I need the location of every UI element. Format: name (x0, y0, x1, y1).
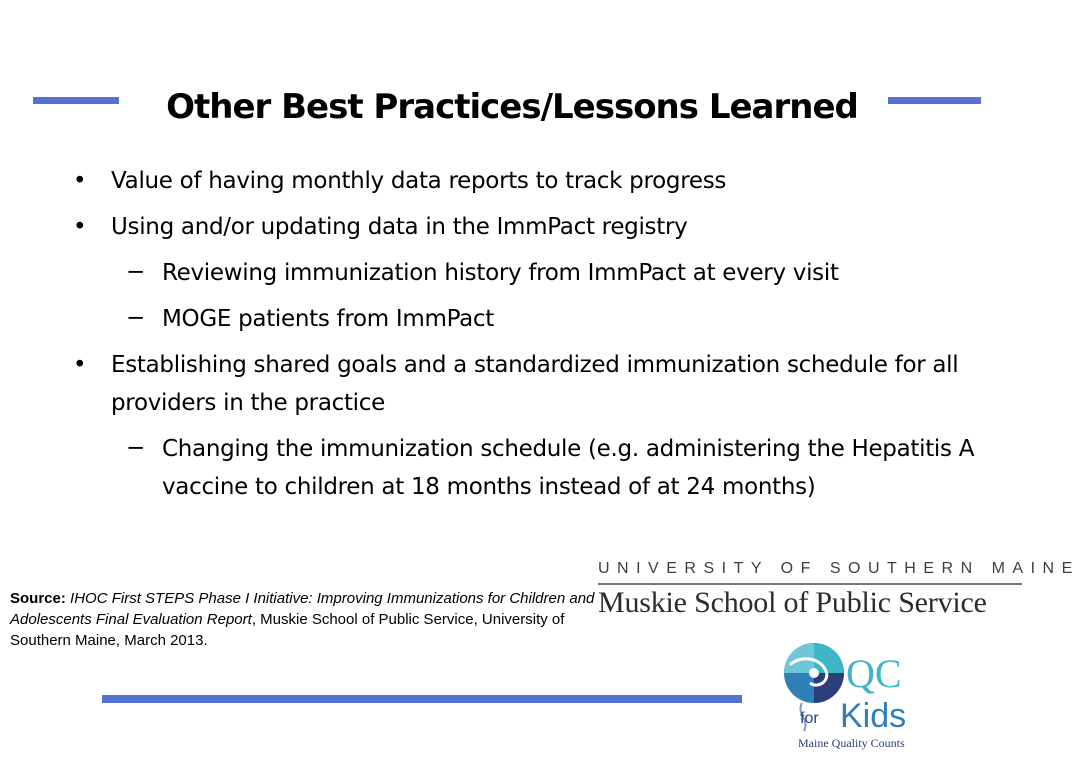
usm-logo-rule (598, 583, 1022, 585)
qc-for-kids-logo (780, 635, 950, 755)
qc-main-text: QC (846, 651, 902, 696)
sub-bullet-marker: − (126, 259, 145, 285)
sub-bullet-text: Reviewing immunization history from ImmPact at every visit (162, 260, 839, 286)
slide-title: Other Best Practices/Lessons Learned (166, 87, 858, 127)
sub-bullet-text: Changing the immunization schedule (e.g. administering the Hepatitis A vaccine to children at 18 months instead of at 24 months) (162, 436, 975, 500)
bottom-rule (102, 695, 742, 703)
sub-bullet-text: MOGE patients from ImmPact (162, 306, 494, 332)
bullet-item (70, 208, 990, 246)
bullet-text: Establishing shared goals and a standardized immunization schedule for all providers in the practice (111, 352, 959, 416)
sub-bullet-item (122, 254, 990, 292)
source-label: Source: (10, 590, 66, 607)
bullet-text: Value of having monthly data reports to track progress (111, 168, 727, 194)
source-rest: , Muskie School of Public Service, University of Southern Maine, March 2013. (10, 611, 565, 649)
muskie-logo-text: Muskie School of Public Service (598, 586, 987, 619)
sub-bullet-item (122, 300, 990, 338)
bullet-list (70, 162, 990, 506)
sub-bullet-marker: − (126, 305, 145, 331)
bullet-marker: • (73, 214, 87, 240)
qc-tagline-text: Maine Quality Counts (798, 736, 905, 750)
bullet-item (70, 346, 990, 422)
sub-bullet-item (122, 430, 990, 506)
qc-for-text: for (800, 710, 819, 727)
bullet-item (70, 162, 990, 200)
usm-logo-text: UNIVERSITY OF SOUTHERN MAINE (598, 560, 1080, 577)
bullet-text: Using and/or updating data in the ImmPact registry (111, 214, 688, 240)
sub-bullet-marker: − (126, 435, 145, 461)
source-citation (10, 588, 610, 651)
source-title: IHOC First STEPS Phase I Initiative: Improving Immunizations for Children and Adolescents Final Evaluation Report (10, 590, 595, 628)
qc-kids-text: Kids (840, 697, 907, 735)
bullet-marker: • (73, 352, 87, 378)
bullet-marker: • (73, 168, 87, 194)
